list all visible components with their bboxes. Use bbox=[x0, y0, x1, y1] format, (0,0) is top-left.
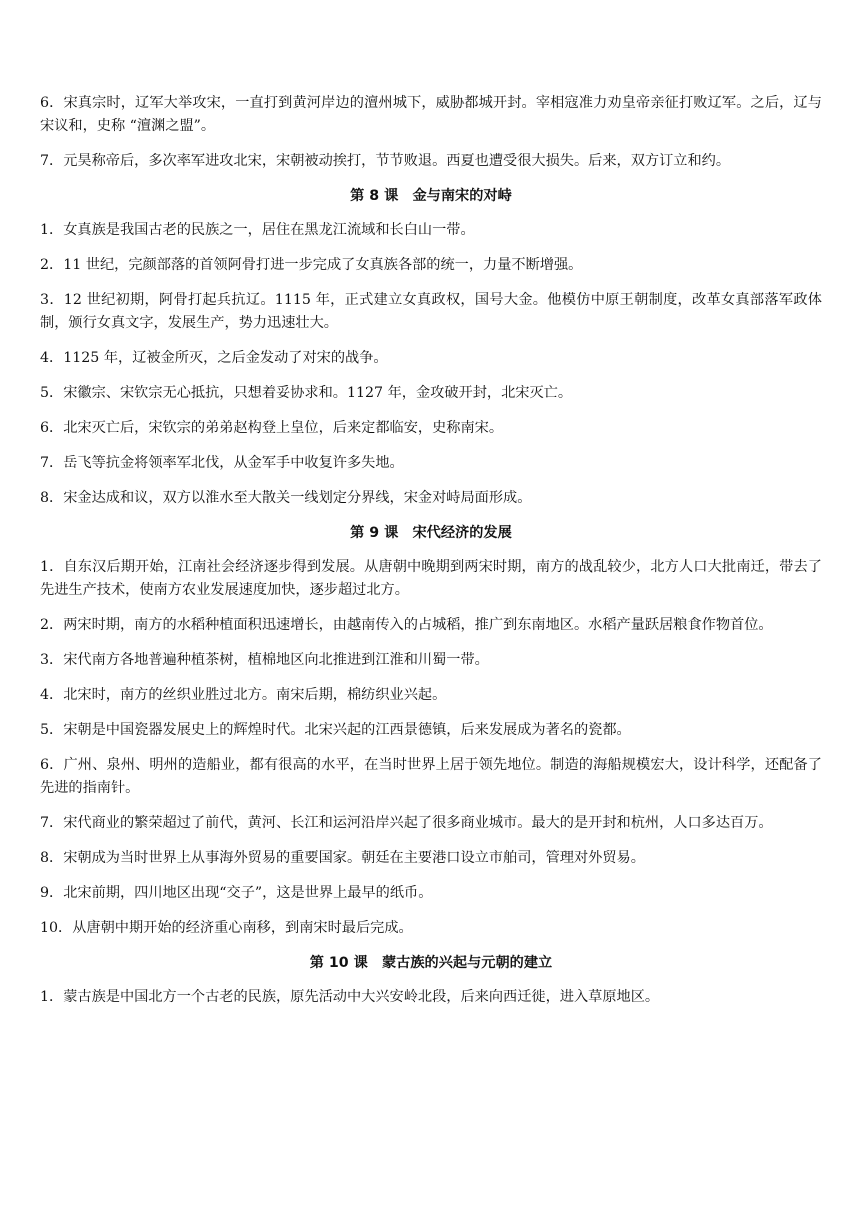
paragraph: 4．北宋时，南方的丝织业胜过北方。南宋后期，棉纺织业兴起。 bbox=[40, 687, 447, 703]
paragraph: 7．元昊称帝后，多次率军进攻北宋，宋朝被动挨打，节节败退。西夏也遭受很大损失。后来，双方订立和约。 bbox=[40, 153, 731, 169]
paragraph: 8．宋金达成和议，双方以淮水至大散关一线划定分界线，宋金对峙局面形成。 bbox=[40, 490, 532, 506]
paragraph: 3．12 世纪初期，阿骨打起兵抗辽。1115 年，正式建立女真政权，国号大金。他模仿中原王朝制度，改革女真部落军政体制，颁行女真文字，发展生产，势力迅速壮大。 bbox=[40, 292, 822, 331]
paragraph: 8．宋朝成为当时世界上从事海外贸易的重要国家。朝廷在主要港口设立市舶司，管理对外贸易。 bbox=[40, 850, 645, 866]
document-body bbox=[40, 92, 822, 1021]
lesson-10-heading: 第 10 课 蒙古族的兴起与元朝的建立 bbox=[309, 955, 553, 971]
paragraph: 5．宋徽宗、宋钦宗无心抵抗，只想着妥协求和。1127 年，金攻破开封，北宋灭亡。 bbox=[40, 385, 573, 401]
paragraph: 1．蒙古族是中国北方一个古老的民族，原先活动中大兴安岭北段，后来向西迁徙，进入草原地区。 bbox=[40, 989, 660, 1005]
paragraph: 2．11 世纪，完颜部落的首领阿骨打进一步完成了女真族各部的统一，力量不断增强。 bbox=[40, 257, 583, 273]
paragraph: 10．从唐朝中期开始的经济重心南移，到南宋时最后完成。 bbox=[40, 920, 413, 936]
paragraph: 6．宋真宗时，辽军大举攻宋，一直打到黄河岸边的澶州城下，威胁都城开封。宰相寇准力劝皇帝亲征打败辽军。之后，辽与宋议和，史称 “澶渊之盟”。 bbox=[40, 95, 822, 134]
lesson-8-heading: 第 8 课 金与南宋的对峙 bbox=[350, 188, 512, 204]
paragraph: 9．北宋前期，四川地区出现“交子”，这是世界上最早的纸币。 bbox=[40, 885, 433, 901]
paragraph: 2．两宋时期，南方的水稻种植面积迅速增长，由越南传入的占城稻，推广到东南地区。水稻产量跃居粮食作物首位。 bbox=[40, 617, 773, 633]
paragraph: 7．宋代商业的繁荣超过了前代，黄河、长江和运河沿岸兴起了很多商业城市。最大的是开封和杭州，人口多达百万。 bbox=[40, 815, 773, 831]
paragraph: 6．广州、泉州、明州的造船业，都有很高的水平，在当时世界上居于领先地位。制造的海船规模宏大，设计科学，还配备了先进的指南针。 bbox=[40, 757, 822, 796]
paragraph: 7．岳飞等抗金将领率军北伐，从金军手中收复许多失地。 bbox=[40, 455, 404, 471]
paragraph: 5．宋朝是中国瓷器发展史上的辉煌时代。北宋兴起的江西景德镇，后来发展成为著名的瓷都。 bbox=[40, 722, 631, 738]
paragraph: 1．自东汉后期开始，江南社会经济逐步得到发展。从唐朝中晚期到两宋时期，南方的战乱较少，北方人口大批南迁，带去了先进生产技术，使南方农业发展速度加快，逐步超过北方。 bbox=[40, 559, 822, 598]
paragraph: 1．女真族是我国古老的民族之一，居住在黑龙江流域和长白山一带。 bbox=[40, 222, 475, 238]
paragraph: 4．1125 年，辽被金所灭，之后金发动了对宋的战争。 bbox=[40, 350, 388, 366]
paragraph: 3．宋代南方各地普遍种植茶树，植棉地区向北推进到江淮和川蜀一带。 bbox=[40, 652, 489, 668]
paragraph: 6．北宋灭亡后，宋钦宗的弟弟赵构登上皇位，后来定都临安，史称南宋。 bbox=[40, 420, 504, 436]
lesson-9-heading: 第 9 课 宋代经济的发展 bbox=[350, 525, 512, 541]
